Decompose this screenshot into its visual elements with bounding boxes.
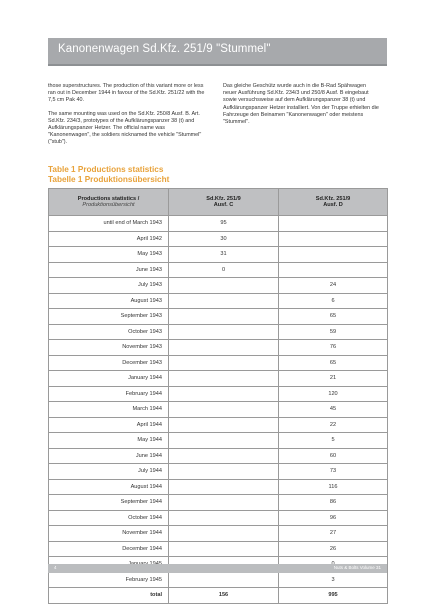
table-row: April 1942 30 (49, 231, 388, 247)
table-row: December 1943 65 (49, 355, 388, 371)
table-row: January 1944 21 (49, 371, 388, 387)
table-caption-german: Tabelle 1 Produktionsübersicht (48, 174, 170, 184)
table-row: April 1944 22 (49, 417, 388, 433)
paragraph: The same mounting was used on the Sd.Kfz. 250/8 Ausf. B. Art. Sd.Kfz. 234/3, prototypes of the Aufklärungspanzer 38 (t) and Aufklärungspanzer Hetzer. The official name was "Kanonenwagen", the soldiers nicknamed the vehicle "Stummel" ("stub"). (48, 110, 202, 146)
table-row: June 1944 60 (49, 448, 388, 464)
table-row: August 1943 6 (49, 293, 388, 309)
table-row: February 1944 120 (49, 386, 388, 402)
table-row: July 1944 73 (49, 464, 388, 480)
chapter-header-band (48, 38, 387, 66)
publication-name: Nuts & Bolts Volume 31 (333, 565, 381, 570)
table-body (49, 216, 388, 604)
footer-band (48, 564, 387, 573)
table-caption (48, 165, 169, 184)
table-row: May 1943 31 (49, 247, 388, 263)
column-header-ausf-c: Sd.Kfz. 251/9 Ausf. C (169, 189, 279, 216)
table-row: August 1944 116 (49, 479, 388, 495)
page-number: 4 (54, 565, 57, 570)
table-row: February 1945 3 (49, 572, 388, 588)
total-label: total (49, 588, 169, 604)
paragraph: those superstructures. The production of this variant more or less ran out in December 1944 in favour of the Sd.Kfz. 251/22 with the 7,5 cm Pak 40. (48, 83, 205, 104)
table-row: July 1943 24 (49, 278, 388, 294)
table-row: September 1944 86 (49, 495, 388, 511)
production-table (48, 188, 388, 604)
table-row: June 1943 0 (49, 262, 388, 278)
table-row: until end of March 1943 95 (49, 216, 388, 232)
table-row: October 1944 96 (49, 510, 388, 526)
column-header-period: Productions statistics / Produktionsübersicht (49, 189, 169, 216)
text-column-english (48, 83, 206, 153)
total-ausf-d: 995 (279, 588, 388, 604)
table-header-row (49, 189, 388, 216)
table-row: November 1943 76 (49, 340, 388, 356)
text-column-german (223, 83, 381, 132)
table-total-row (49, 588, 388, 604)
paragraph: Das gleiche Geschütz wurde auch in die B-Rad Spähwagen neuer Ausführung Sd.Kfz. 234/3 und 250/8 Ausf. B eingebaut sowie versuchsweise auf dem Aufklärungspanzer 38 (t) und Aufklärungspanzer Hetzer installiert. Von der Truppe erhielten die Fahrzeuge den Beinamen "Kanonenwagen" oder meistens "Stummel". (223, 83, 379, 126)
table-row: September 1943 65 (49, 309, 388, 325)
table-row: December 1944 26 (49, 541, 388, 557)
column-header-ausf-d: Sd.Kfz. 251/9 Ausf. D (279, 189, 388, 216)
total-ausf-c: 156 (169, 588, 279, 604)
chapter-title: Kanonenwagen Sd.Kfz. 251/9 "Stummel" (58, 43, 271, 55)
table-row: November 1944 27 (49, 526, 388, 542)
table-row: March 1944 45 (49, 402, 388, 418)
table-caption-english: Table 1 Productions statistics (48, 165, 164, 174)
table-row: October 1943 59 (49, 324, 388, 340)
table-row: May 1944 5 (49, 433, 388, 449)
